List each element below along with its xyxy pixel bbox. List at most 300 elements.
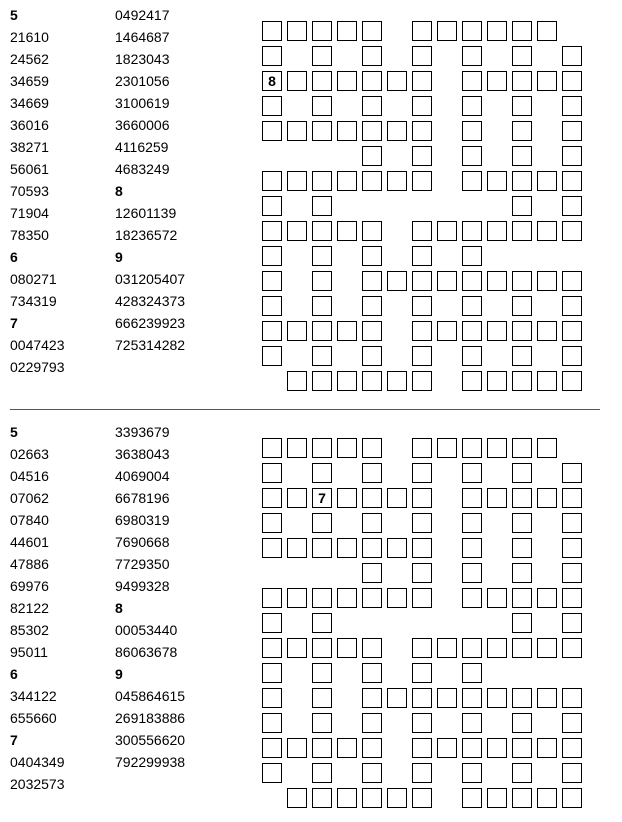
grid-cell[interactable] (337, 638, 357, 658)
grid-cell[interactable] (512, 46, 532, 66)
word-entry: 0047423 (10, 337, 65, 353)
word-entry: 344122 (10, 688, 57, 704)
grid-cell[interactable] (462, 463, 482, 483)
grid-cell[interactable] (312, 121, 332, 141)
grid-cell[interactable] (512, 688, 532, 708)
grid-cell[interactable] (262, 321, 282, 341)
grid-cell[interactable] (262, 688, 282, 708)
grid-cell[interactable] (462, 271, 482, 291)
grid-cell[interactable] (462, 171, 482, 191)
grid-cell[interactable] (412, 121, 432, 141)
grid-cell[interactable] (287, 538, 307, 558)
grid-cell[interactable] (362, 688, 382, 708)
grid-cell[interactable] (312, 271, 332, 291)
grid-cell[interactable] (537, 71, 557, 91)
grid-cell[interactable] (412, 738, 432, 758)
grid-cell[interactable] (562, 121, 582, 141)
grid-cell[interactable] (487, 21, 507, 41)
word-entry: 3638043 (115, 446, 170, 462)
grid-cell[interactable] (462, 438, 482, 458)
grid-cell[interactable] (462, 713, 482, 733)
grid-cell[interactable] (312, 96, 332, 116)
grid-cell[interactable] (562, 763, 582, 783)
grid-cell[interactable] (562, 513, 582, 533)
grid-cell[interactable] (262, 46, 282, 66)
grid-cell[interactable] (287, 121, 307, 141)
grid-cell[interactable] (562, 463, 582, 483)
grid-cell[interactable] (462, 538, 482, 558)
grid-cell[interactable] (537, 588, 557, 608)
grid-cell[interactable] (287, 321, 307, 341)
grid-cell[interactable] (412, 371, 432, 391)
grid-cell[interactable] (362, 513, 382, 533)
grid-cell[interactable] (412, 146, 432, 166)
grid-cell[interactable] (312, 196, 332, 216)
grid-cell[interactable] (387, 271, 407, 291)
grid-cell[interactable] (437, 738, 457, 758)
grid-cell[interactable] (362, 271, 382, 291)
grid-cell[interactable] (312, 221, 332, 241)
grid-cell[interactable] (462, 121, 482, 141)
grid-cell[interactable] (337, 738, 357, 758)
grid-cell[interactable] (287, 588, 307, 608)
grid-cell[interactable] (462, 21, 482, 41)
grid-cell[interactable] (312, 663, 332, 683)
grid-cell[interactable] (512, 171, 532, 191)
grid-cell[interactable] (562, 488, 582, 508)
grid-cell[interactable] (262, 438, 282, 458)
grid-cell[interactable] (487, 71, 507, 91)
grid-cell[interactable] (487, 438, 507, 458)
grid-cell[interactable] (437, 438, 457, 458)
grid-cell[interactable] (362, 46, 382, 66)
grid-cell[interactable] (312, 21, 332, 41)
grid-cell[interactable] (562, 321, 582, 341)
grid-cell[interactable] (387, 538, 407, 558)
word-entry: 1823043 (115, 51, 170, 67)
grid-cell[interactable] (512, 488, 532, 508)
grid-cell[interactable] (362, 146, 382, 166)
grid-cell[interactable] (412, 321, 432, 341)
grid-cell[interactable] (562, 346, 582, 366)
grid-cell[interactable] (462, 488, 482, 508)
grid-cell[interactable] (562, 688, 582, 708)
grid-cell[interactable] (412, 688, 432, 708)
grid-cell[interactable] (412, 488, 432, 508)
grid-cell[interactable] (287, 638, 307, 658)
word-entry: 045864615 (115, 688, 186, 704)
grid-cell[interactable] (487, 371, 507, 391)
word-entry: 00053440 (115, 622, 178, 638)
grid-cell[interactable] (312, 738, 332, 758)
grid-cell[interactable] (412, 663, 432, 683)
grid-cell[interactable] (412, 96, 432, 116)
word-length-heading: 9 (115, 249, 123, 265)
given-digit-cell[interactable]: 8 (262, 71, 282, 91)
grid-cell[interactable] (362, 563, 382, 583)
grid-cell[interactable] (287, 21, 307, 41)
grid-cell[interactable] (312, 321, 332, 341)
grid-cell[interactable] (412, 346, 432, 366)
grid-cell[interactable] (437, 221, 457, 241)
grid-cell[interactable] (487, 688, 507, 708)
word-entry: 9499328 (115, 578, 170, 594)
grid-cell[interactable] (512, 588, 532, 608)
grid-cell[interactable] (362, 788, 382, 808)
grid-cell[interactable] (512, 121, 532, 141)
grid-cell[interactable] (412, 171, 432, 191)
grid-cell[interactable] (412, 71, 432, 91)
grid-cell[interactable] (362, 463, 382, 483)
grid-cell[interactable] (262, 96, 282, 116)
grid-cell[interactable] (312, 171, 332, 191)
grid-cell[interactable] (312, 438, 332, 458)
grid-cell[interactable] (337, 21, 357, 41)
grid-cell[interactable] (512, 296, 532, 316)
grid-cell[interactable] (337, 788, 357, 808)
grid-cell[interactable] (262, 513, 282, 533)
given-digit-cell[interactable]: 7 (312, 488, 332, 508)
grid-cell[interactable] (312, 688, 332, 708)
word-entry: 12601139 (115, 205, 177, 221)
grid-cell[interactable] (412, 513, 432, 533)
grid-cell[interactable] (562, 296, 582, 316)
grid-cell[interactable] (262, 196, 282, 216)
grid-cell[interactable] (562, 713, 582, 733)
grid-cell[interactable] (562, 71, 582, 91)
grid-cell[interactable] (462, 763, 482, 783)
grid-cell[interactable] (537, 321, 557, 341)
grid-cell[interactable] (462, 246, 482, 266)
grid-cell[interactable] (362, 71, 382, 91)
grid-cell[interactable] (537, 738, 557, 758)
word-entry: 1464687 (115, 29, 170, 45)
word-entry: 655660 (10, 710, 57, 726)
grid-cell[interactable] (562, 613, 582, 633)
grid-cell[interactable] (562, 563, 582, 583)
grid-cell[interactable] (312, 788, 332, 808)
grid-cell[interactable] (512, 638, 532, 658)
grid-cell[interactable] (437, 21, 457, 41)
crossword-grid (262, 21, 588, 397)
grid-cell[interactable] (387, 171, 407, 191)
grid-cell[interactable] (537, 221, 557, 241)
grid-cell[interactable] (312, 513, 332, 533)
grid-cell[interactable] (412, 588, 432, 608)
word-entry: 0492417 (115, 7, 170, 23)
grid-cell[interactable] (562, 196, 582, 216)
grid-cell[interactable] (512, 271, 532, 291)
grid-cell[interactable] (462, 688, 482, 708)
grid-cell[interactable] (262, 463, 282, 483)
grid-cell[interactable] (387, 121, 407, 141)
grid-cell[interactable] (337, 321, 357, 341)
grid-cell[interactable] (337, 221, 357, 241)
grid-cell[interactable] (487, 788, 507, 808)
word-entry: 3393679 (115, 424, 170, 440)
grid-cell[interactable] (287, 371, 307, 391)
grid-cell[interactable] (387, 588, 407, 608)
grid-cell[interactable] (462, 563, 482, 583)
grid-cell[interactable] (412, 538, 432, 558)
grid-cell[interactable] (537, 438, 557, 458)
grid-cell[interactable] (437, 321, 457, 341)
grid-cell[interactable] (537, 488, 557, 508)
grid-cell[interactable] (337, 121, 357, 141)
grid-cell[interactable] (462, 371, 482, 391)
grid-cell[interactable] (562, 96, 582, 116)
grid-cell[interactable] (262, 613, 282, 633)
grid-cell[interactable] (287, 171, 307, 191)
word-entry: 86063678 (115, 644, 178, 660)
grid-cell[interactable] (487, 221, 507, 241)
grid-cell[interactable] (412, 788, 432, 808)
grid-cell[interactable] (362, 296, 382, 316)
grid-cell[interactable] (362, 371, 382, 391)
grid-cell[interactable] (562, 638, 582, 658)
grid-cell[interactable] (412, 463, 432, 483)
grid-cell[interactable] (387, 488, 407, 508)
grid-cell[interactable] (512, 613, 532, 633)
grid-cell[interactable] (387, 688, 407, 708)
grid-cell[interactable] (362, 321, 382, 341)
word-entry: 3660006 (115, 117, 170, 133)
grid-cell[interactable] (262, 713, 282, 733)
grid-cell[interactable] (537, 638, 557, 658)
grid-cell[interactable] (412, 713, 432, 733)
grid-cell[interactable] (312, 246, 332, 266)
grid-cell[interactable] (287, 738, 307, 758)
grid-cell[interactable] (312, 296, 332, 316)
grid-cell[interactable] (262, 638, 282, 658)
word-entry: 2032573 (10, 776, 65, 792)
grid-cell[interactable] (512, 763, 532, 783)
word-entry: 4683249 (115, 161, 170, 177)
grid-cell[interactable] (312, 371, 332, 391)
grid-cell[interactable] (262, 663, 282, 683)
grid-cell[interactable] (262, 221, 282, 241)
grid-cell[interactable] (537, 688, 557, 708)
word-entry: 734319 (10, 293, 57, 309)
grid-cell[interactable] (537, 271, 557, 291)
grid-cell[interactable] (462, 46, 482, 66)
grid-cell[interactable] (337, 371, 357, 391)
grid-cell[interactable] (387, 71, 407, 91)
grid-cell[interactable] (512, 346, 532, 366)
grid-cell[interactable] (562, 538, 582, 558)
grid-cell[interactable] (312, 638, 332, 658)
grid-cell[interactable] (462, 738, 482, 758)
grid-cell[interactable] (562, 146, 582, 166)
grid-cell[interactable] (462, 321, 482, 341)
puzzle-bottom (0, 417, 622, 822)
grid-cell[interactable] (487, 638, 507, 658)
grid-cell[interactable] (412, 438, 432, 458)
grid-cell[interactable] (412, 246, 432, 266)
grid-cell[interactable] (562, 588, 582, 608)
word-entry: 02663 (10, 446, 49, 462)
grid-cell[interactable] (562, 221, 582, 241)
word-entry: 70593 (10, 183, 49, 199)
grid-cell[interactable] (362, 121, 382, 141)
word-entry: 95011 (10, 644, 48, 660)
grid-cell[interactable] (512, 21, 532, 41)
grid-cell[interactable] (262, 588, 282, 608)
grid-cell[interactable] (362, 246, 382, 266)
grid-cell[interactable] (537, 171, 557, 191)
grid-cell[interactable] (287, 788, 307, 808)
grid-cell[interactable] (462, 663, 482, 683)
grid-cell[interactable] (312, 71, 332, 91)
grid-cell[interactable] (312, 613, 332, 633)
grid-cell[interactable] (437, 688, 457, 708)
grid-cell[interactable] (362, 663, 382, 683)
grid-cell[interactable] (462, 146, 482, 166)
grid-cell[interactable] (412, 46, 432, 66)
grid-cell[interactable] (312, 346, 332, 366)
word-entry: 6980319 (115, 512, 170, 528)
grid-cell[interactable] (387, 788, 407, 808)
grid-cell[interactable] (337, 588, 357, 608)
grid-cell[interactable] (562, 738, 582, 758)
grid-cell[interactable] (362, 346, 382, 366)
grid-cell[interactable] (262, 488, 282, 508)
grid-cell[interactable] (362, 538, 382, 558)
grid-cell[interactable] (262, 296, 282, 316)
grid-cell[interactable] (312, 538, 332, 558)
grid-cell[interactable] (387, 371, 407, 391)
grid-cell[interactable] (337, 171, 357, 191)
grid-cell[interactable] (562, 46, 582, 66)
grid-cell[interactable] (462, 588, 482, 608)
grid-cell[interactable] (512, 563, 532, 583)
grid-cell[interactable] (362, 96, 382, 116)
grid-cell[interactable] (362, 763, 382, 783)
grid-cell[interactable] (337, 488, 357, 508)
grid-cell[interactable] (512, 196, 532, 216)
grid-cell[interactable] (462, 638, 482, 658)
grid-cell[interactable] (262, 346, 282, 366)
word-entry: 56061 (10, 161, 49, 177)
grid-cell[interactable] (362, 21, 382, 41)
grid-cell[interactable] (412, 21, 432, 41)
grid-cell[interactable] (412, 271, 432, 291)
grid-cell[interactable] (512, 713, 532, 733)
grid-cell[interactable] (537, 21, 557, 41)
grid-cell[interactable] (262, 538, 282, 558)
grid-cell[interactable] (512, 538, 532, 558)
word-length-heading: 5 (10, 424, 18, 440)
grid-cell[interactable] (512, 221, 532, 241)
grid-cell[interactable] (462, 788, 482, 808)
grid-cell[interactable] (512, 96, 532, 116)
grid-cell[interactable] (487, 171, 507, 191)
grid-cell[interactable] (437, 638, 457, 658)
grid-cell[interactable] (412, 638, 432, 658)
grid-cell[interactable] (312, 46, 332, 66)
grid-cell[interactable] (437, 271, 457, 291)
grid-cell[interactable] (362, 171, 382, 191)
grid-cell[interactable] (262, 271, 282, 291)
word-entry: 82122 (10, 600, 49, 616)
grid-cell[interactable] (537, 788, 557, 808)
puzzle-top (0, 0, 622, 405)
word-entry: 38271 (10, 139, 49, 155)
grid-cell[interactable] (287, 221, 307, 241)
grid-cell[interactable] (512, 71, 532, 91)
grid-cell[interactable] (462, 71, 482, 91)
grid-cell[interactable] (562, 371, 582, 391)
grid-cell[interactable] (312, 463, 332, 483)
grid-cell[interactable] (362, 738, 382, 758)
grid-cell[interactable] (262, 763, 282, 783)
grid-cell[interactable] (562, 171, 582, 191)
grid-cell[interactable] (262, 21, 282, 41)
grid-cell[interactable] (412, 296, 432, 316)
grid-cell[interactable] (262, 246, 282, 266)
grid-cell[interactable] (362, 221, 382, 241)
grid-cell[interactable] (312, 713, 332, 733)
word-entry: 7729350 (115, 556, 170, 572)
grid-cell[interactable] (487, 588, 507, 608)
grid-cell[interactable] (512, 371, 532, 391)
grid-cell[interactable] (462, 296, 482, 316)
grid-cell[interactable] (287, 488, 307, 508)
grid-cell[interactable] (487, 738, 507, 758)
grid-cell[interactable] (262, 171, 282, 191)
grid-cell[interactable] (462, 513, 482, 533)
grid-cell[interactable] (287, 438, 307, 458)
grid-cell[interactable] (312, 588, 332, 608)
grid-cell[interactable] (562, 788, 582, 808)
grid-cell[interactable] (562, 271, 582, 291)
grid-cell[interactable] (512, 146, 532, 166)
grid-cell[interactable] (337, 71, 357, 91)
grid-cell[interactable] (512, 513, 532, 533)
grid-cell[interactable] (362, 488, 382, 508)
grid-cell[interactable] (512, 788, 532, 808)
grid-cell[interactable] (312, 763, 332, 783)
grid-cell[interactable] (337, 438, 357, 458)
grid-cell[interactable] (362, 713, 382, 733)
word-entry: 78350 (10, 227, 49, 243)
grid-cell[interactable] (362, 638, 382, 658)
grid-cell[interactable] (412, 763, 432, 783)
grid-cell[interactable] (287, 71, 307, 91)
word-entry: 666239923 (115, 315, 186, 331)
grid-cell[interactable] (487, 488, 507, 508)
grid-cell[interactable] (512, 321, 532, 341)
grid-cell[interactable] (412, 563, 432, 583)
grid-cell[interactable] (362, 588, 382, 608)
grid-cell[interactable] (262, 121, 282, 141)
word-entry: 080271 (10, 271, 57, 287)
grid-cell[interactable] (462, 346, 482, 366)
grid-cell[interactable] (487, 271, 507, 291)
grid-cell[interactable] (362, 438, 382, 458)
grid-cell[interactable] (262, 738, 282, 758)
grid-cell[interactable] (337, 538, 357, 558)
word-length-heading: 6 (10, 249, 18, 265)
grid-cell[interactable] (512, 438, 532, 458)
grid-cell[interactable] (512, 463, 532, 483)
grid-cell[interactable] (462, 221, 482, 241)
grid-cell[interactable] (537, 371, 557, 391)
grid-cell[interactable] (487, 321, 507, 341)
grid-cell[interactable] (412, 221, 432, 241)
grid-cell[interactable] (462, 96, 482, 116)
grid-cell[interactable] (512, 738, 532, 758)
